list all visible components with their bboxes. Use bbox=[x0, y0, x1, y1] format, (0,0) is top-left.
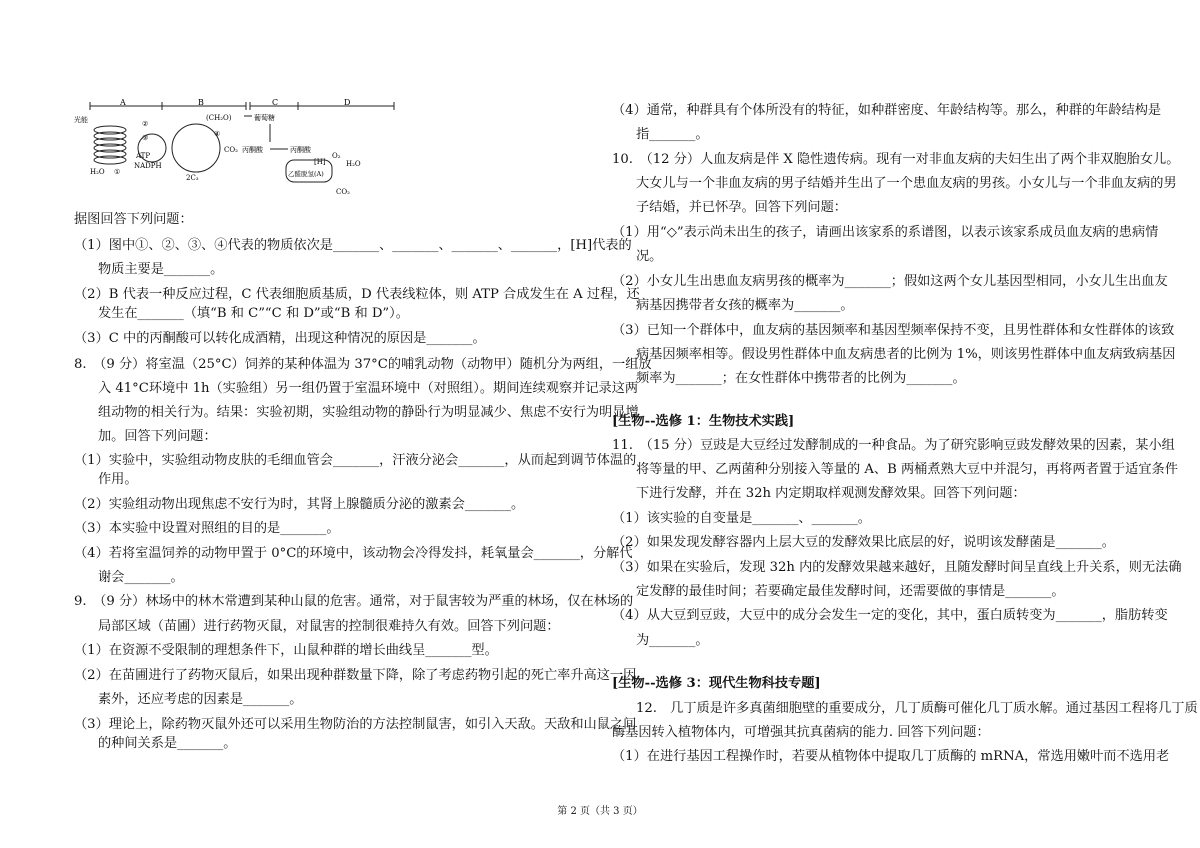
text-line: 为_______。 bbox=[636, 633, 709, 648]
text-line: 的种间关系是_______。 bbox=[98, 736, 237, 751]
h2o-left: H₂O bbox=[90, 168, 105, 176]
text-line: （2）B 代表一种反应过程，C 代表细胞质基质，D 代表线粒体，则 ATP 合成发生在 A 过程，还 bbox=[74, 287, 640, 302]
text-line: （3）C 中的丙酮酸可以转化成酒精，出现这种情况的原因是_______。 bbox=[74, 331, 486, 346]
text-line: （4）通常，种群具有个体所没有的特征，如种群密度、年龄结构等。那么，种群的年龄结构是 bbox=[612, 103, 1162, 118]
text-line: （4）若将室温饲养的动物甲置于 0°C的环境中，该动物会冷得发抖，耗氧量会_______，分解代 bbox=[74, 546, 633, 561]
text-line: （3）理论上，除药物灭鼠外还可以采用生物防治的方法控制鼠害，如引入天敌。天敌和山鼠之间 bbox=[74, 717, 637, 732]
pyruvate-d: 丙酮酸 bbox=[290, 146, 311, 154]
co2-b: CO₂ bbox=[224, 146, 238, 154]
text-line: （1）实验中，实验组动物皮肤的毛细血管会_______，汗液分泌会_______，从而起到调节体温的 bbox=[74, 453, 637, 468]
h2o-right: H₂O bbox=[346, 160, 361, 168]
text-line: 加。回答下列问题： bbox=[98, 429, 217, 444]
text-line: （4）从大豆到豆豉，大豆中的成分会发生一定的变化，其中，蛋白质转变为_______，脂肪转变 bbox=[612, 608, 1168, 623]
nadph-label: NADPH bbox=[134, 162, 162, 170]
text-line: （1）在资源不受限制的理想条件下，山鼠种群的增长曲线呈_______型。 bbox=[74, 643, 498, 658]
text-line: 况。 bbox=[636, 249, 663, 264]
thylakoid-icon bbox=[94, 126, 126, 164]
o2-label: O₂ bbox=[332, 152, 341, 160]
co2-d: CO₂ bbox=[336, 188, 350, 196]
label-c: C bbox=[272, 98, 279, 107]
text-line: 素外，还应考虑的因素是_______。 bbox=[98, 692, 303, 707]
label-a: A bbox=[120, 98, 126, 107]
text-line: 病基因携带者女孩的概率为_______。 bbox=[636, 298, 854, 313]
text-line: 入 41°C环境中 1h（实验组）另一组仍置于室温环境中（对照组）。期间连续观察并记录这两 bbox=[98, 381, 639, 396]
text-line: 病基因频率相等。假设男性群体中血友病患者的比例为 1%，则该男性群体中血友病致病基因 bbox=[636, 347, 1176, 362]
text-line: （1）图中①、②、③、④代表的物质依次是_______、_______、_______、_______，[H]代表的 bbox=[74, 238, 632, 253]
page-footer: 第 2 页（共 3 页） bbox=[557, 806, 643, 817]
text-line: 指_______。 bbox=[636, 127, 709, 142]
text-line: 12. 几丁质是许多真菌细胞壁的重要成分，几丁质酶可催化几丁质水解。通过基因工程将几丁质 bbox=[636, 701, 1198, 716]
text-line: [生物--选修 1：生物技术实践] bbox=[612, 414, 795, 429]
c1-label: ① bbox=[114, 168, 121, 176]
c4-label: ④ bbox=[214, 130, 221, 138]
text-line: （2）实验组动物出现焦虑不安行为时，其肾上腺髓质分泌的激素会_______。 bbox=[74, 497, 525, 512]
text-line: 谢会_______。 bbox=[98, 570, 184, 585]
calvin-cycle bbox=[172, 124, 220, 172]
text-line: 酶基因转入植物体内，可增强其抗真菌病的能力. 回答下列问题： bbox=[612, 725, 990, 740]
text-line: 据图回答下列问题： bbox=[74, 212, 193, 227]
pyruvate-c: 丙酮酸 bbox=[242, 146, 263, 154]
text-line: [生物--选修 3：现代生物科技专题] bbox=[612, 676, 821, 691]
acetaldehyde-label: 乙醛脱氢(A) bbox=[288, 170, 324, 178]
text-line: （3）如果在实验后，发现 32h 内的发酵效果越来越好，且随发酵时间呈直线上升关系，则无法确 bbox=[612, 560, 1182, 575]
text-line: 定发酵的最佳时间；若要确定最佳发酵时间，还需要做的事情是_______。 bbox=[636, 584, 1065, 599]
text-line: 发生在_______（填“B 和 C”“C 和 D”或“B 和 D”）。 bbox=[98, 306, 409, 321]
text-line: （3）已知一个群体中，血友病的基因频率和基因型频率保持不变，且男性群体和女性群体的该致 bbox=[612, 323, 1175, 338]
text-line: （2）小女儿生出患血友病男孩的概率为_______；假如这两个女儿基因型相同，小女儿生出血友 bbox=[612, 274, 1168, 289]
text-line: 11. （15 分）豆豉是大豆经过发酵制成的一种食品。为了研究影响豆豉发酵效果的因素，某小组 bbox=[612, 438, 1175, 453]
text-line: 大女儿与一个非血友病的男子结婚并生出了一个患血友病的男孩。小女儿与一个非血友病的男 bbox=[636, 176, 1177, 191]
atp-label: ATP bbox=[136, 152, 151, 160]
text-line: 局部区域（苗圃）进行药物灭鼠，对鼠害的控制很难持久有效。回答下列问题： bbox=[98, 619, 560, 634]
h-label: [H] bbox=[314, 158, 326, 166]
text-line: 9. （9 分）林场中的林木常遭到某种山鼠的危害。通常，对于鼠害较为严重的林场，仅在林场的 bbox=[74, 594, 634, 609]
glucose-label: 葡萄糖 bbox=[254, 114, 275, 122]
text-line: 物质主要是_______。 bbox=[98, 262, 224, 277]
c2-label: ② bbox=[142, 120, 149, 128]
text-line: 组动物的相关行为。结果：实验初期，实验组动物的静卧行为明显减少、焦虑不安行为明显增 bbox=[98, 405, 639, 420]
text-line: 8. （9 分）将室温（25°C）饲养的某种体温为 37°C的哺乳动物（动物甲）随机分为两组，一组放 bbox=[74, 357, 652, 372]
text-line: 子结婚，并已怀孕。回答下列问题： bbox=[636, 200, 847, 215]
text-line: 下进行发酵，并在 32h 内定期取样观测发酵效果。回答下列问题： bbox=[636, 486, 1026, 501]
c3-label: ③ bbox=[142, 134, 149, 142]
text-line: （1）用“◇”表示尚未出生的孩子，请画出该家系的系谱图，以表示该家系成员血友病的患病情 bbox=[612, 225, 1159, 240]
text-line: 频率为_______；在女性群体中携带者的比例为_______。 bbox=[636, 371, 966, 386]
text-line: 将等量的甲、乙两菌种分别接入等量的 A、B 两桶煮熟大豆中并混匀，再将两者置于适宜条件 bbox=[636, 462, 1178, 477]
text-line: （1）在进行基因工程操作时，若要从植物体中提取几丁质酶的 mRNA，常选用嫩叶而不选用老 bbox=[612, 749, 1170, 764]
photosynthesis-respiration-diagram bbox=[74, 96, 396, 200]
text-line: （3）本实验中设置对照组的目的是_______。 bbox=[74, 521, 340, 536]
label-b: B bbox=[198, 98, 204, 107]
text-line: 作用。 bbox=[98, 472, 138, 487]
text-line: 10. （12 分）人血友病是伴 X 隐性遗传病。现有一对非血友病的夫妇生出了两个非双胞胎女儿。 bbox=[612, 152, 1180, 167]
label-d: D bbox=[344, 98, 351, 107]
c3-molecule: 2C₃ bbox=[186, 174, 199, 182]
text-line: （1）该实验的自变量是_______、_______。 bbox=[612, 511, 871, 526]
text-line: （2）在苗圃进行了药物灭鼠后，如果出现种群数量下降，除了考虑药物引起的死亡率升高这一因 bbox=[74, 668, 637, 683]
light-label: 光能 bbox=[74, 116, 88, 124]
ch2o-label: (CH₂O) bbox=[206, 114, 232, 122]
text-line: （2）如果发现发酵容器内上层大豆的发酵效果比底层的好，说明该发酵菌是_______。 bbox=[612, 535, 1115, 550]
